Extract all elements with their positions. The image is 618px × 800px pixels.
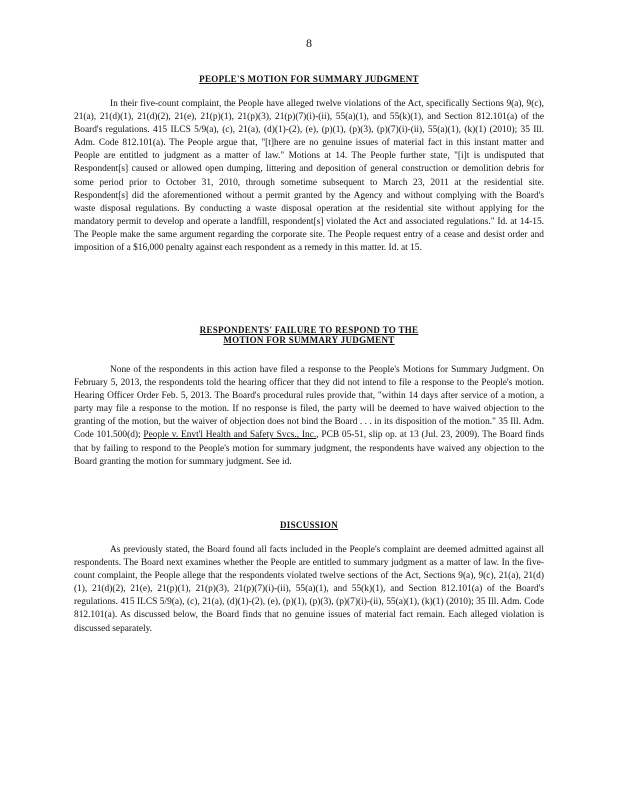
page-number: 8 [306, 36, 312, 50]
heading-discussion [0, 520, 618, 530]
paragraph-respondents-failure [74, 364, 544, 469]
paragraph-discussion [74, 544, 544, 636]
heading-respondents-failure-line2: MOTION FOR SUMMARY JUDGMENT [223, 335, 395, 345]
case-citation: People v. Envt'l Health and Safety Svcs., Inc. [143, 430, 317, 441]
paragraph-peoples-motion-text: In their five-count complaint, the People have alleged twelve violations of the Act, specifically Sections 9(a), 9(c), 21(a), 21(d)(1), 21(d)(2), 21(e), 21(p)(1), 21(p)(3), 21(p)(7)(i)-(ii), 55(a)(1), and 55(k)(1), and Section 812.101(a) of the Board's regulations. 415 ILCS 5/9(a), (c), 21(a), (d)(1)-(2), (e), (p)(1), (p)(3), (p)(7)(i)-(ii), 55(a)(1), (k)(1) (2010); 35 Ill. Adm. Code 812.101(a). The People argue that, "[t]here are no genuine issues of material fact in this instant matter and People are entitled to judgment as a matter of law." Motions at 14. The People further state, "[i]t is undisputed that Respondent[s] caused or allowed open dumping, littering and deposition of general construction or demolition debris for some period prior to October 31, 2010, through sometime subsequent to March 23, 2011 at the residential site. Respondent[s] did the aforementioned without a permit granted by the Agency and without complying with the Board's waste disposal regulations. By conducting a waste disposal operation at the residential site without applying for the mandatory permit to develop and operate a landfill, respondent[s] violated the Act and associated regulations." Id. at 14-15. The People make the same argument regarding the corporate site. The People request entry of a cease and desist order and imposition of a $16,000 penalty against each respondent as a remedy in this matter. Id. at 15. [74, 99, 544, 254]
paragraph-respondents-failure-text-b: , PCB 05-51, slip op. at 13 (Jul. 23, 2009). The Board finds that by failing to respond to the People's motion for summary judgment, the respondents have waived any objection to the Board granting the motion for summary judgment. See id. [74, 430, 545, 467]
heading-peoples-motion [0, 74, 618, 84]
heading-respondents-failure-line1: RESPONDENTS' FAILURE TO RESPOND TO THE [199, 325, 419, 335]
heading-respondents-failure [0, 325, 618, 345]
heading-peoples-motion-text: PEOPLE'S MOTION FOR SUMMARY JUDGMENT [199, 74, 419, 84]
paragraph-respondents-failure-text-a: None of the respondents in this action have filed a response to the People's Motions for Summary Judgment. On February 5, 2013, the respondents told the hearing officer that they did not intend to file a response to the People's motion. Hearing Officer Order Feb. 5, 2013. The Board's procedural rules provide that, "within 14 days after service of a motion, a party may file a response to the motion. If no response is filed, the party will be deemed to have waived objection to the granting of the motion, but the waiver of objection does not bind the Board . . . in its disposition of the motion." 35 Ill. Adm. Code 101.500(d); [74, 365, 544, 441]
heading-discussion-text: DISCUSSION [279, 520, 339, 530]
paragraph-peoples-motion [74, 98, 544, 255]
paragraph-discussion-text: As previously stated, the Board found all facts included in the People's complaint are deemed admitted against all respondents. The Board next examines whether the People are entitled to summary judgment as a matter of law. In the five-count complaint, the People allege that the respondents violated twelve sections of the Act, Sections 9(a), 9(c), 21(a), 21(d)(1), 21(d)(2), 21(e), 21(p)(1), 21(p)(3), 21(p)(7)(i)-(ii), 55(a)(1), and 55(k)(1), and Section 812.101(a) of the Board's regulations. 415 ILCS 5/9(a), (c), 21(a), (d)(1)-(2), (e), (p)(1), (p)(3), (p)(7)(i)-(ii), 55(a)(1), (k)(1) (2010); 35 Ill. Adm. Code 812.101(a). As discussed below, the Board finds that no genuine issues of material fact remain. Each alleged violation is discussed separately. [74, 545, 544, 634]
